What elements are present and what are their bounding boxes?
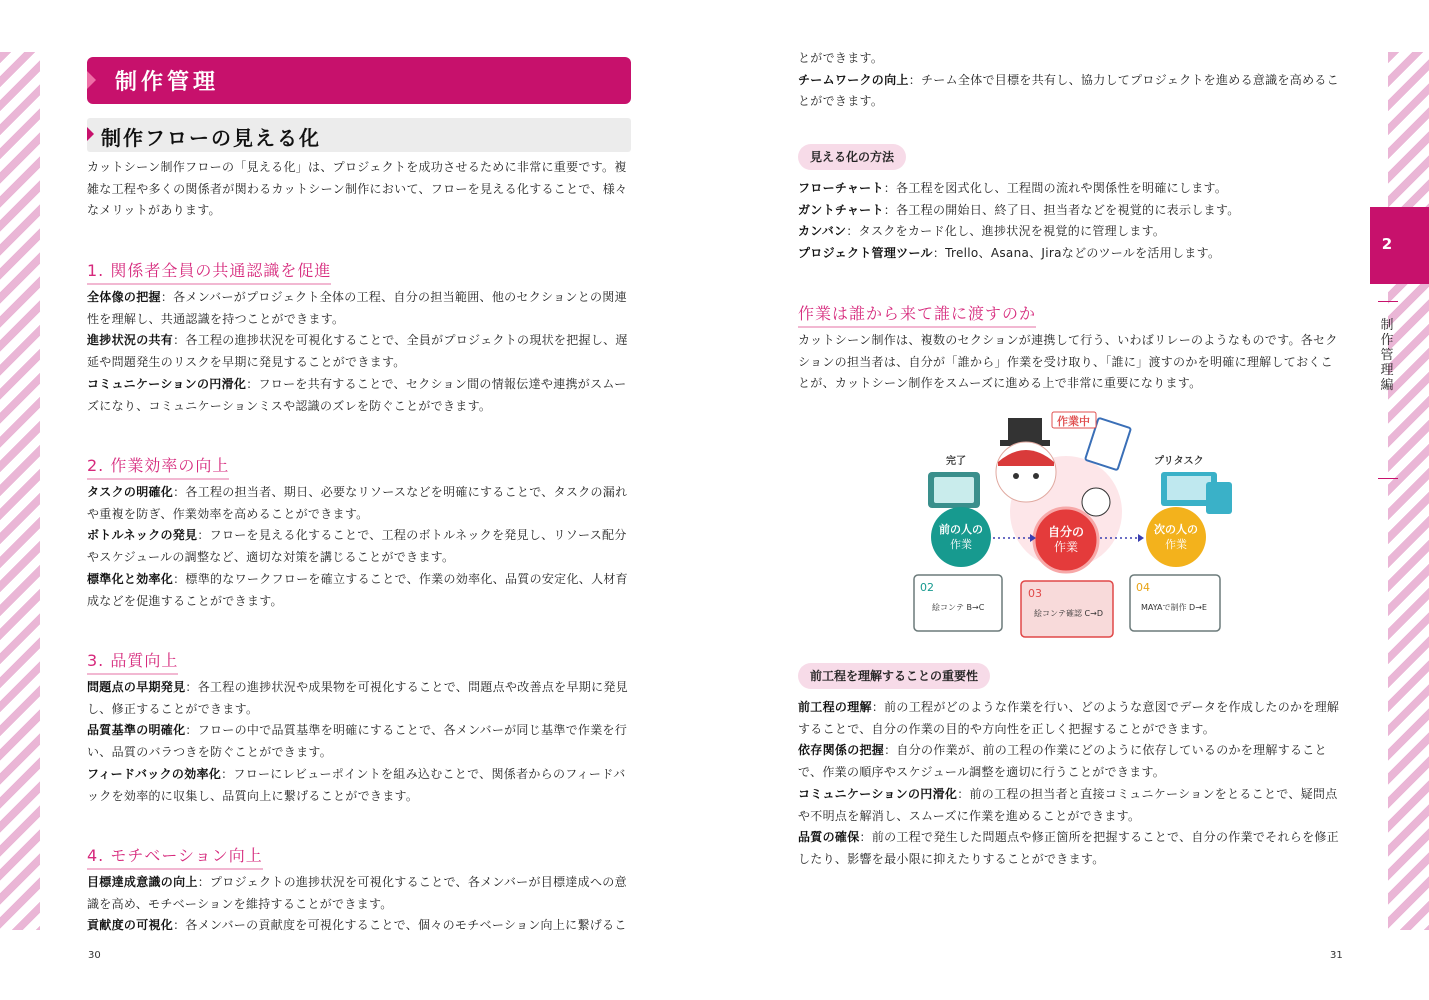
chapter-marker-icon: [87, 71, 96, 89]
list-item: フィードバックの効率化：フローにレビューポイントを組み込むことで、関係者からのフィードバックを効率的に収集し、品質向上に繋げることができます。: [87, 766, 626, 803]
flow-box-1-text: 絵コンテ B→C: [932, 603, 985, 612]
page-number-right: 31: [1330, 950, 1343, 961]
heading-1: 1. 関係者全員の共通認識を促進: [87, 258, 331, 285]
heading-3: 3. 品質向上: [87, 648, 178, 675]
chapter-title: 制作管理: [115, 70, 220, 95]
list-item: 標準化と効率化：標準的なワークフローを確立することで、作業の効率化、品質の安定化、人材育成などを促進することができます。: [87, 571, 628, 608]
list-item: 前工程の理解：前の工程がどのような作業を行い、どのような意図でデータを作成したのかを理解することで、自分の作業の目的や方向性を正しく把握することができます。: [798, 700, 1340, 736]
chapter-tab: [1370, 207, 1429, 284]
section-1-body: [87, 287, 633, 417]
small-mascot-icon: [1082, 488, 1110, 516]
tab-divider: [1378, 301, 1398, 302]
prev-person-circle: [931, 507, 991, 567]
status-done: 完了: [946, 456, 966, 467]
status-working: 作業中: [1057, 415, 1090, 428]
list-item: 問題点の早期発見：各工程の進捗状況や成果物を可視化することで、問題点や改善点を早期に発見し、修正することができます。: [87, 680, 628, 716]
relay-paragraph: カットシーン制作は、複数のセクションが連携して行う、いわばリレーのようなものです。各セクションの担当者は、自分が「誰から」作業を受け取り、「誰に」渡すのかを明確に理解しておくことが、カットシーン制作をスムーズに進める上で非常に重要になります。: [798, 333, 1338, 391]
list-item: フローチャート：各工程を図式化し、工程間の流れや関係性を明確にします。: [798, 181, 1228, 195]
chapter-tab-label: 制作管理編: [1380, 318, 1394, 393]
list-item: 進捗状況の共有：各工程の進捗状況を可視化することで、全員がプロジェクトの現状を把握し、遅延や問題発生のリスクを早期に発見することができます。: [87, 333, 628, 370]
importance-list: [798, 697, 1344, 871]
section-4-body: [87, 872, 633, 937]
list-item: 貢献度の可視化：各メンバーの貢献度を可視化することで、個々のモチベーション向上に繋げるこ: [87, 918, 627, 933]
heading-4: 4. モチベーション向上: [87, 843, 263, 870]
continued-paragraph: [798, 48, 1344, 113]
heading-2: 2. 作業効率の向上: [87, 453, 229, 480]
subheading-importance: 前工程を理解することの重要性: [798, 663, 990, 689]
status-pre: プリタスク: [1154, 456, 1204, 467]
subheading-methods: 見える化の方法: [798, 144, 906, 170]
list-item: コミュニケーションの円滑化：前の工程の担当者と直接コミュニケーションをとることで、疑問点や不明点を解消し、スムーズに作業を進めることができます。: [798, 786, 1338, 823]
decorative-stripe-left: [0, 52, 40, 930]
decorative-stripe-right: [1388, 52, 1429, 930]
next-person-circle: [1146, 507, 1206, 567]
section-2-body: [87, 482, 633, 612]
list-item: カンバン：タスクをカード化し、進捗状況を視覚的に管理します。: [798, 224, 1166, 239]
section-header: [87, 118, 631, 152]
list-item: 品質基準の明確化：フローの中で品質基準を明確にすることで、各メンバーが同じ基準で作業を行い、品質のバラつきを防ぐことができます。: [87, 723, 628, 760]
chapter-tab-number: 2: [1381, 235, 1393, 253]
flow-box-2-number: 03: [1028, 587, 1042, 600]
monitor-screen: [1167, 476, 1211, 500]
mascot-eye: [1033, 473, 1039, 479]
list-item: チームワークの向上：チーム全体で目標を共有し、協力してプロジェクトを進める意識を高めることができます。: [798, 72, 1339, 109]
flow-box-2-text: 絵コンテ確認 C→D: [1034, 609, 1103, 618]
continued-text: とができます。: [798, 51, 884, 65]
list-item: 品質の確保：前の工程で発生した問題点や修正箇所を把握することで、自分の作業でそれらを修正したり、影響を最小限に抑えたりすることができます。: [798, 830, 1339, 866]
section-marker-icon: [87, 127, 94, 141]
list-item: 目標達成意識の向上：プロジェクトの進捗状況を可視化することで、各メンバーが目標達成への意識を高め、モチベーションを維持することができます。: [87, 875, 627, 911]
next-label: 次の人の: [1154, 523, 1198, 536]
list-item: 全体像の把握：各メンバーがプロジェクト全体の工程、自分の担当範囲、他のセクションとの関連性を理解し、共通認識を持つことができます。: [87, 290, 627, 326]
page-number-left: 30: [88, 950, 101, 961]
flow-box-1-number: 02: [920, 581, 934, 594]
list-item: ガントチャート：各工程の開始日、終了日、担当者などを視覚的に表示します。: [798, 202, 1240, 217]
prev-label: 前の人の: [939, 523, 983, 536]
section-3-body: [87, 677, 633, 807]
prev-work-label: 作業: [950, 538, 972, 551]
chapter-header: [87, 57, 631, 104]
flow-box-3-text: MAYAで制作 D→E: [1141, 603, 1207, 612]
self-label: 自分の: [1047, 525, 1085, 539]
heading-5: 作業は誰から来て誰に渡すのか: [798, 301, 1036, 328]
list-item: ボトルネックの発見：フローを見える化することで、工程のボトルネックを発見し、リソース配分やスケジュールの調整など、適切な対策を講じることができます。: [87, 528, 627, 565]
tab-divider: [1378, 478, 1398, 479]
hat-icon: [1008, 418, 1042, 442]
phone-icon: [1206, 482, 1232, 514]
intro-paragraph: カットシーン制作フローの「見える化」は、プロジェクトを成功させるために非常に重要です。複雑な工程や多くの関係者が関わるカットシーン制作において、フローを見える化することで、様々なメリットがあります。: [87, 160, 628, 218]
flow-box-3-number: 04: [1136, 581, 1150, 594]
self-work-label: 作業: [1053, 540, 1079, 554]
arrow-head-2: [1138, 534, 1144, 542]
section-title: 制作フローの見える化: [101, 126, 321, 150]
list-item: 依存関係の把握：自分の作業が、前の工程の作業にどのように依存しているのかを理解することで、作業の順序やスケジュール調整を適切に行うことができます。: [798, 743, 1327, 780]
list-item: タスクの明確化：各工程の担当者、期日、必要なリソースなどを明確にすることで、タスクの漏れや重複を防ぎ、作業効率を高めることができます。: [87, 485, 628, 521]
workflow-illustration: [906, 400, 1241, 640]
tablet-screen: [934, 477, 974, 503]
mascot-eye: [1013, 473, 1019, 479]
list-item: コミュニケーションの円滑化：フローを共有することで、セクション間の情報伝達や連携がスムーズになり、コミュニケーションミスや認識のズレを防ぐことができます。: [87, 376, 627, 413]
next-work-label: 作業: [1165, 538, 1187, 551]
methods-list: [798, 178, 1344, 265]
list-item: プロジェクト管理ツール：Trello、Asana、Jiraなどのツールを活用します。: [798, 246, 1221, 261]
